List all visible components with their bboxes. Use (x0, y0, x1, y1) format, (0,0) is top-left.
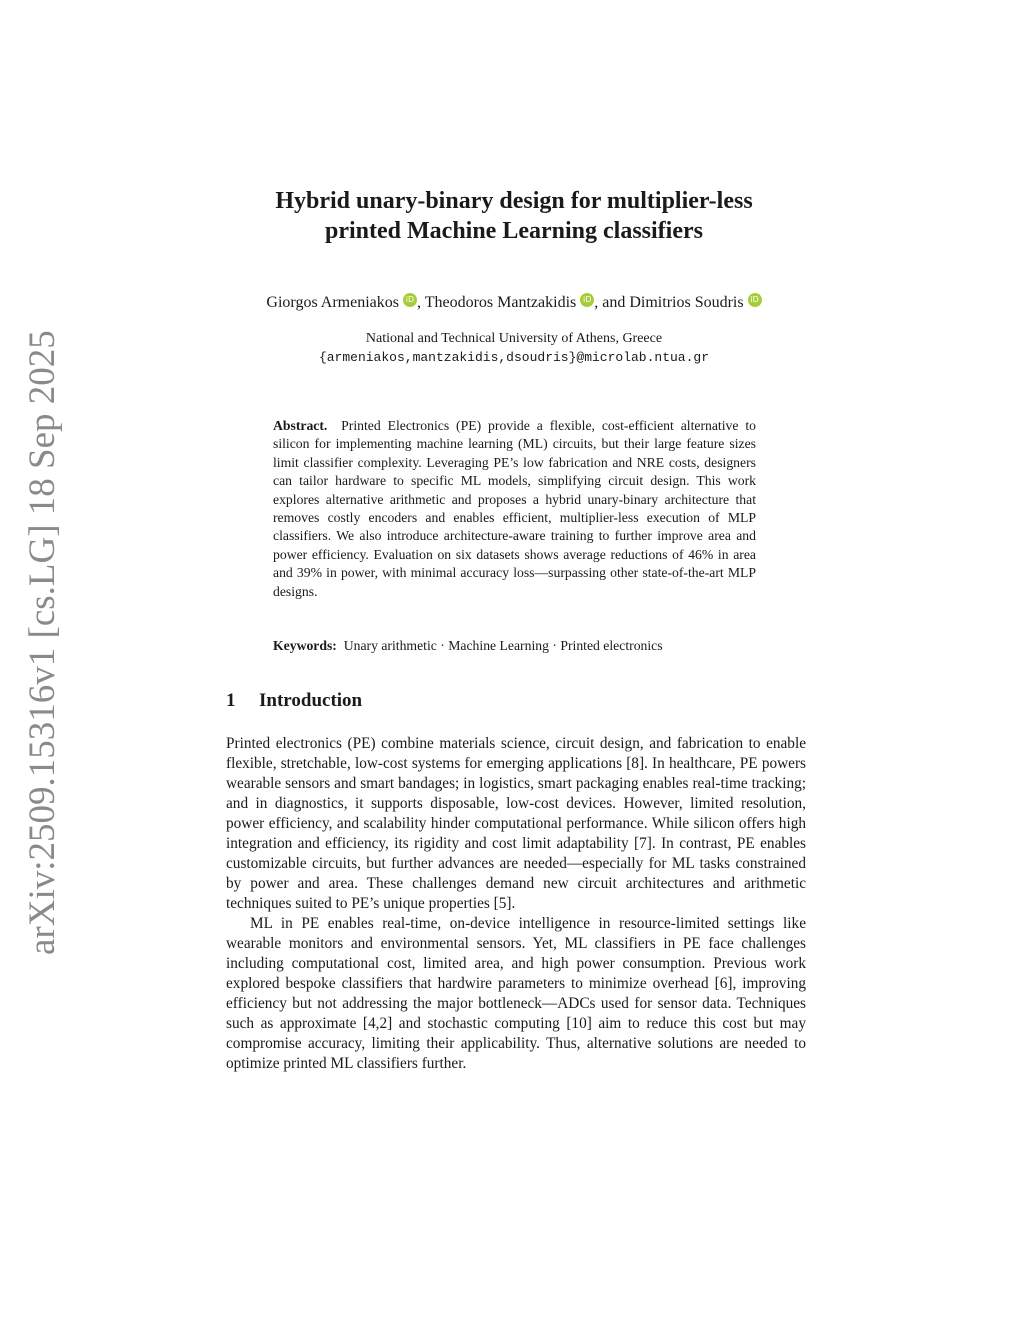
section-number: 1 (226, 690, 236, 711)
section-heading (226, 689, 806, 713)
author-list (180, 292, 848, 314)
paragraph: Printed electronics (PE) combine materials science, circuit design, and fabrication to enable flexible, stretchable, low-cost systems for emerging applications [8]. In healthcare, PE powers wearable sensors and smart bandages; in logistics, smart packaging enables real-time tracking; and in diagnostics, it supports disposable, low-cost devices. However, limited resolution, power efficiency, and scalability hinder computational performance. While silicon offers high integration and efficiency, its rigidity and cost limit adaptability [7]. In contrast, PE enables customizable circuits, but further advances are needed—especially for ML tasks constrained by power and area. These challenges demand new circuit architectures and arithmetic techniques suited to PE’s unique properties [5]. (226, 735, 806, 912)
orcid-icon[interactable]: iD (403, 293, 417, 307)
keywords-text: Unary arithmetic · Machine Learning · Printed electronics (343, 638, 663, 653)
author-name: Dimitrios Soudris (629, 294, 744, 311)
author-separator: , (417, 294, 425, 311)
author-separator: , and (594, 294, 630, 311)
orcid-icon[interactable]: iD (580, 293, 594, 307)
affiliation-block (180, 329, 848, 367)
keywords-label: Keywords: (273, 638, 337, 653)
section-title: Introduction (259, 690, 363, 711)
author-name: Theodoros Mantzakidis (424, 294, 577, 311)
orcid-icon[interactable]: iD (748, 293, 762, 307)
affiliation: National and Technical University of Athens, Greece (365, 331, 663, 346)
abstract (273, 417, 756, 601)
section-body (226, 734, 806, 1074)
title-line-2: printed Machine Learning classifiers (325, 218, 703, 244)
keywords (273, 637, 756, 655)
paragraph: ML in PE enables real-time, on-device intelligence in resource-limited settings like wearable monitors and environmental sensors. Yet, ML classifiers in PE face challenges including computational cost, limited area, and high power consumption. Previous work explored bespoke classifiers that hardwire parameters to minimize overhead [6], improving efficiency but not addressing the major bottleneck—ADCs used for sensor data. Techniques such as approximate [4,2] and stochastic computing [10] aim to reduce this cost but may compromise accuracy, limiting their applicability. Thus, alternative solutions are needed to optimize printed ML classifiers further. (226, 915, 806, 1072)
author-name: Giorgos Armeniakos (266, 294, 399, 311)
abstract-text: Printed Electronics (PE) provide a flexible, cost-efficient alternative to silicon for implementing machine learning (ML) circuits, but their large feature sizes limit classifier complexity. Leveraging PE’s low fabrication and NRE costs, designers can tailor hardware to specific ML models, simplifying circuit design. This work explores alternative arithmetic and proposes a hybrid unary-binary architecture that removes costly encoders and enables efficient, multiplier-less execution of MLP classifiers. We also introduce architecture-aware training to further improve area and power efficiency. Evaluation on six datasets shows average reductions of 46% in area and 39% in power, with minimal accuracy loss—surpassing other state-of-the-art MLP designs. (273, 418, 756, 599)
paper-title (180, 186, 848, 246)
arxiv-identifier-stamp: arXiv:2509.15316v1 [cs.LG] 18 Sep 2025 (22, 330, 63, 955)
author-emails: {armeniakos,mantzakidis,dsoudris}@microlab.ntua.gr (318, 350, 710, 365)
abstract-label: Abstract. (273, 418, 328, 433)
title-line-1: Hybrid unary-binary design for multiplier-less (275, 188, 753, 214)
